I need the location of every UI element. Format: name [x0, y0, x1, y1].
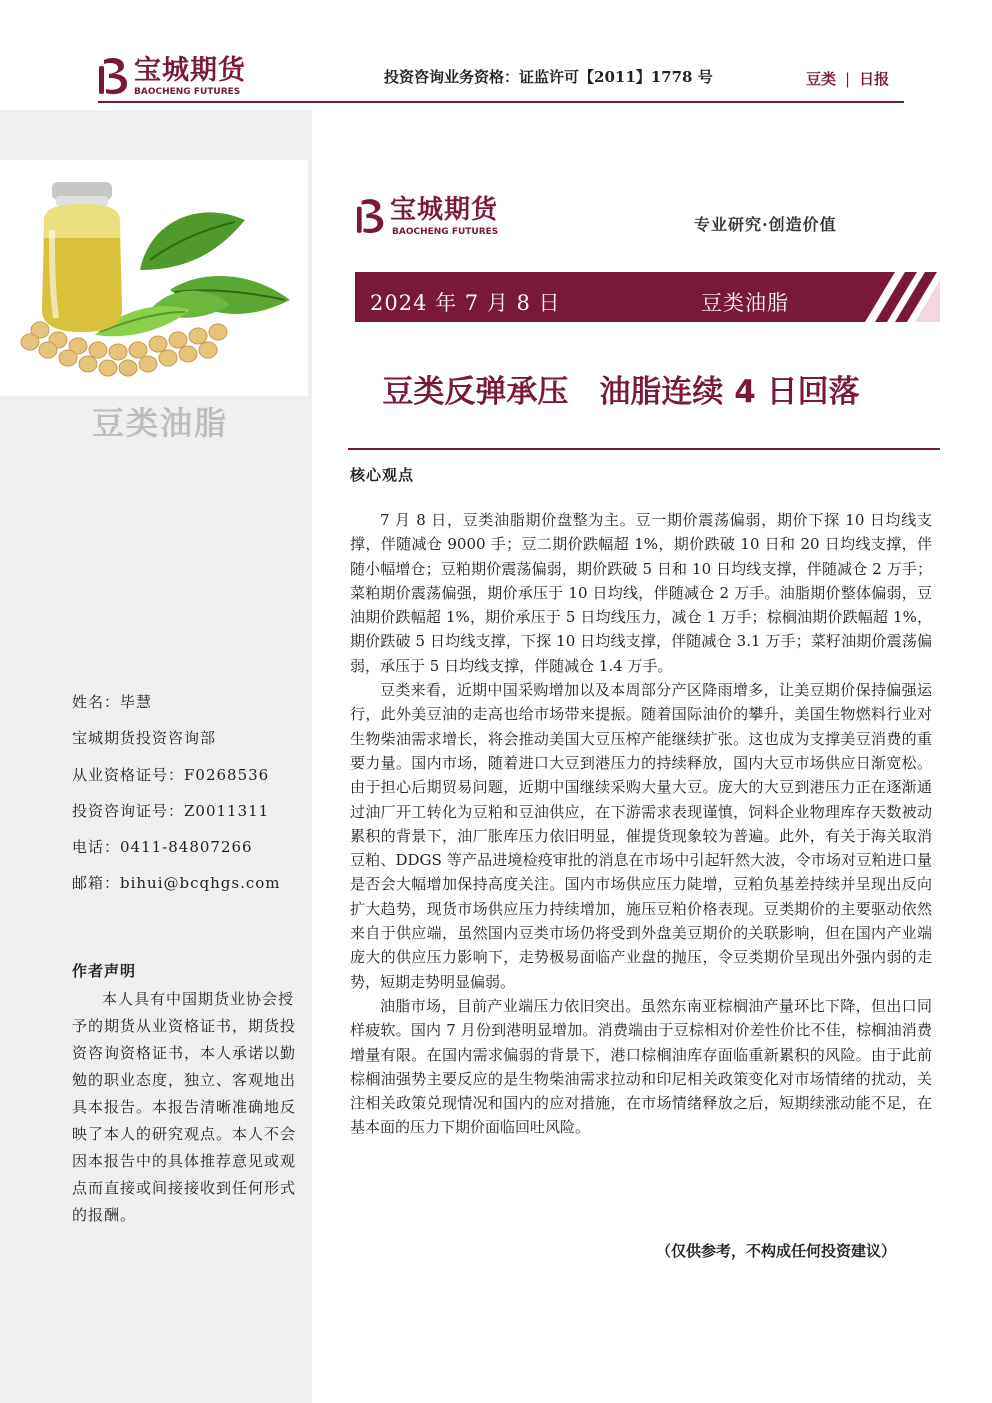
license-text: 投资咨询业务资格：证监许可【2011】1778 号	[384, 68, 713, 86]
cover-logo	[356, 196, 526, 240]
report-date: 2024 年 7 月 8 日	[370, 291, 561, 315]
header-brand-en: BAOCHENG FUTURES	[134, 87, 241, 97]
paragraph: 豆类来看，近期中国采购增加以及本周部分产区降雨增多，让美豆期价保持偏强运行，此外美豆油的走高也给市场带来提振。随着国际油价的攀升，美国生物燃料行业对生物柴油需求增长，将会推动美国大豆压榨产能继续扩张。这也成为支撑美豆消费的重要力量。国内市场，随着进口大豆到港压力的持续释放，国内大豆市场供应日渐宽松。由于担心后期贸易问题，近期中国继续采购大量大豆。庞大的大豆到港压力正在逐渐通过油厂开工转化为豆粕和豆油供应，在下游需求表现谨慎，饲料企业物理库存天数被动累积的背景下，油厂胀库压力依旧明显，催提货现象较为普遍。此外，有关于海关取消豆粕、DDGS 等产品进境检疫审批的消息在市场中引起轩然大波，令市场对豆粕进口量是否会大幅增加保持高度关注。国内市场供应压力陡增，豆粕负基差持续并呈现出反向扩大趋势，现货市场供应压力持续增加，施压豆粕价格表现。豆类期价的主要驱动依然来自于供应端，虽然国内豆类市场仍将受到外盘美豆期价的关联影响，但在国内产业端庞大的供应压力影响下，走势极易面临产业盘的抛压，令豆类期价呈现出外强内弱的走势，短期走势明显偏弱。	[350, 681, 932, 991]
header-divider	[98, 101, 904, 103]
header-logo	[98, 56, 258, 100]
header-report-type: 日报	[859, 70, 890, 88]
slogan: 专业研究·创造价值	[694, 215, 837, 234]
section-title: 核心观点	[350, 466, 415, 484]
header-separator: |	[845, 70, 851, 88]
cover-brand-en: BAOCHENG FUTURES	[392, 227, 499, 237]
author-department: 宝城期货投资咨询部	[72, 729, 217, 747]
paragraph: 7 月 8 日，豆类油脂期价盘整为主。豆一期价震荡偏弱，期价下探 10 日均线支撑，伴随减仓 9000 手；豆二期价跌幅超 1%，期价跌破 10 日和 20 日均线支撑，伴随小幅增仓；豆粕期价震荡偏弱，期价跌破 5 日和 10 日均线支撑，伴随减仓 2 万手；菜粕期价震荡偏强，期价承压于 10 日均线，伴随减仓 2 万手。油脂期价整体偏弱，豆油期价跌幅超 1%，期价承压于 5 日均线压力，减仓 1 万手；棕榈油期价跌幅超 1%，期价跌破 5 日均线支撑，下探 10 日均线支撑，伴随减仓 3.1 万手；菜籽油期价震荡偏弱，承压于 5 日均线支撑，伴随减仓 1.4 万手。	[350, 511, 932, 675]
header-category-label: 豆类	[806, 70, 837, 88]
disclaimer: （仅供参考，不构成任何投资建议）	[656, 1242, 897, 1260]
baocheng-logo-icon	[98, 56, 130, 96]
declaration-title: 作者声明	[72, 962, 137, 980]
report-category: 豆类油脂	[701, 291, 789, 315]
baocheng-logo-icon	[356, 196, 386, 236]
title-divider	[348, 448, 940, 450]
sidebar-tag: 豆类油脂	[92, 404, 229, 442]
report-body	[350, 508, 932, 1140]
soybean-oil-illustration	[0, 160, 308, 396]
header-category	[806, 68, 889, 89]
author-advisory-cert: 投资咨询证号：Z0011311	[72, 802, 270, 820]
cover-image	[0, 160, 308, 396]
header-brand-cn: 宝城期货	[134, 55, 246, 86]
declaration-text: 本人具有中国期货业协会授予的期货从业资格证书，期货投资咨询资格证书，本人承诺以勤勉的职业态度，独立、客观地出具本报告。本报告清晰准确地反映了本人的研究观点。本人不会因本报告中的具体推荐意见或观点而直接或间接接收到任何形式的报酬。	[72, 990, 297, 1224]
report-title: 豆类反弹承压 油脂连续 4 日回落	[382, 374, 860, 410]
author-qualification: 从业资格证号：F0268536	[72, 766, 270, 784]
author-name: 姓名：毕慧	[72, 693, 153, 711]
author-phone: 电话：0411-84807266	[72, 838, 253, 856]
paragraph: 油脂市场，目前产业端压力依旧突出。虽然东南亚棕榈油产量环比下降，但出口同样疲软。国内 7 月份到港明显增加。消费端由于豆棕相对价差性价比不佳，棕榈油消费增量有限。在国内需求偏弱的背景下，港口棕榈油库存面临重新累积的风险。由于此前棕榈油强势主要反应的是生物柴油需求拉动和印尼相关政策变化对市场情绪的扰动，关注相关政策兑现情况和国内的应对措施，在市场情绪释放之后，短期续涨动能不足，在基本面的压力下期价面临回吐风险。	[350, 996, 932, 1137]
author-email[interactable]: 邮箱：bihui@bcqhgs.com	[72, 874, 281, 892]
cover-brand-cn: 宝城期货	[390, 195, 499, 225]
